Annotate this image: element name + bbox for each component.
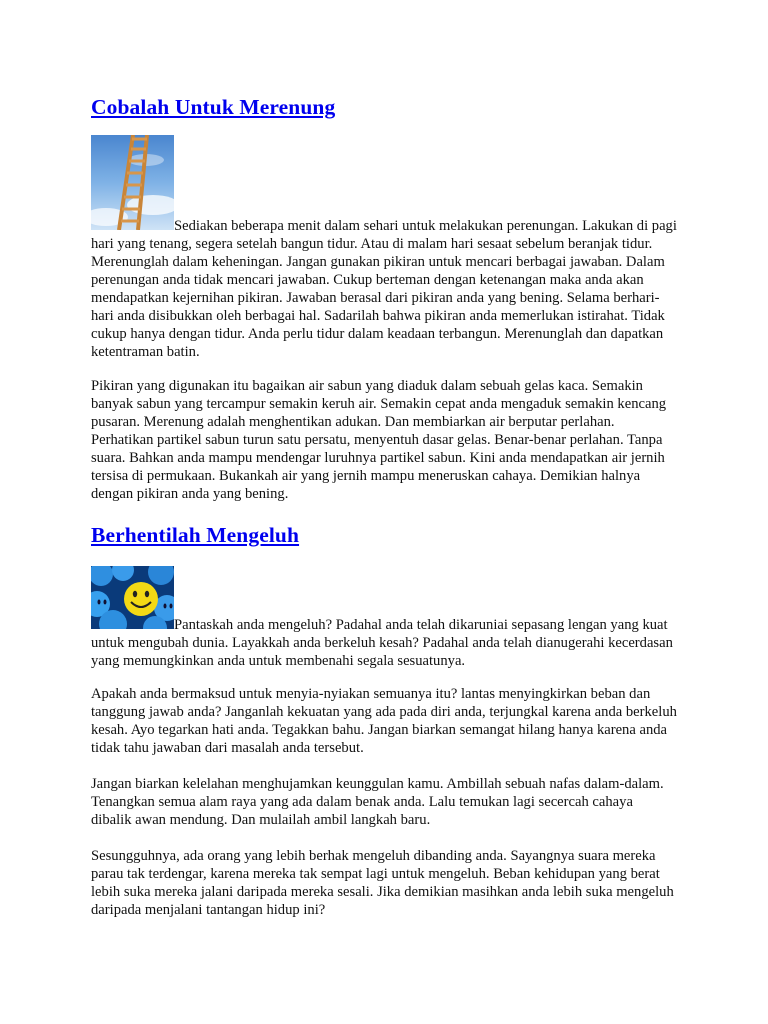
paragraph-mengeluh-1: Pantaskah anda mengeluh? Padahal anda telah dikaruniai sepasang lengan yang kuat untuk mengubah dunia. Layakkah anda berkeluh kesah? Padahal anda telah dianugerahi kecerdasan yang memungkinkan anda untuk membenahi segala sesuatunya. [91, 566, 677, 670]
paragraph-mengeluh-2: Apakah anda bermaksud untuk menyia-nyiakan semuanya itu? lantas menyingkirkan beban dan tanggung jawab anda? Janganlah kekuatan yang ada pada diri anda, terjungkal karena anda berkeluh kesah. Ayo tegarkan hati anda. Tegakkan bahu. Jangan biarkan semangat hilang hanya karena anda tidak tahu jawaban dari masalah anda tersebut. [91, 686, 677, 756]
ladder-sky-image [91, 135, 174, 230]
paragraph-merenung-2: Pikiran yang digunakan itu bagaikan air sabun yang diaduk dalam sebuah gelas kaca. Semakin banyak sabun yang tercampur semakin keruh air. Semakin cepat anda mengaduk semakin kencang pusaran. Merenung adalah menghentikan adukan. Dan membiarkan air berputar perlahan. Perhatikan partikel sabun turun satu persatu, menyentuh dasar gelas. Benar-benar perlahan. Tanpa suara. Bahkan anda mampu mendengar luruhnya partikel sabun. Kini anda mendapatkan air jernih tersisa di permukaan. Bukankah air yang jernih mampu meneruskan cahaya. Demikian halnya dengan pikiran anda yang bening. [91, 378, 667, 502]
section-title-mengeluh[interactable]: Berhentilah Mengeluh [91, 523, 300, 547]
smiley-faces-image [91, 566, 174, 629]
paragraph-merenung-1: Sediakan beberapa menit dalam sehari untuk melakukan perenungan. Lakukan di pagi hari yang tenang, segera setelah bangun tidur. Atau di malam hari sesaat sebelum beranjak tidur. Merenunglah dalam keheningan. Jangan gunakan pikiran untuk mencari berbagai jawaban. Dalam perenungan anda tidak mencari jawaban. Cukup berteman dengan ketenangan maka anda akan mendapatkan kejernihan pikiran. Jawaban berasal dari pikiran anda yang bening. Selama berhari-hari anda disibukkan oleh berbagai hal. Sadarilah bahwa pikiran anda memerlukan istirahat. Tidak cukup hanya dengan tidur. Anda perlu tidur dalam keadaan terbangun. Merenunglah dan dapatkan ketentraman batin. [91, 135, 677, 361]
paragraph-mengeluh-4: Sesungguhnya, ada orang yang lebih berhak mengeluh dibanding anda. Sayangnya suara mereka parau tak terdengar, karena mereka tak sempat lagi untuk mengeluh. Beban kehidupan yang berat lebih suka mereka jalani daripada mereka sesali. Jika demikian masihkan anda lebih suka mengeluh daripada menjalani tantangan hidup ini? [91, 848, 674, 918]
paragraph-mengeluh-3: Jangan biarkan kelelahan menghujamkan keunggulan kamu. Ambillah sebuah nafas dalam-dalam. Tenangkan semua alam raya yang ada dalam benak anda. Lalu temukan lagi secercah cahaya dibalik awan mendung. Dan mulailah ambil langkah baru. [91, 776, 664, 828]
section-title-merenung[interactable]: Cobalah Untuk Merenung [91, 95, 336, 119]
